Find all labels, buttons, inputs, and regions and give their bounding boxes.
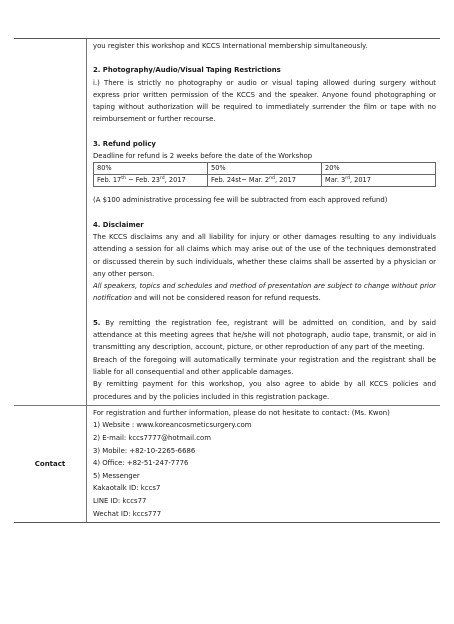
contact-label-cell — [14, 406, 87, 522]
contact-line-id: LINE ID: kccs77 — [93, 496, 147, 505]
registration-continuation: you register this workshop and KCCS International membership simultaneously. — [93, 42, 368, 50]
contact-mobile: 3) Mobile: +82-10-2265-6686 — [93, 446, 196, 455]
refund-deadline: Deadline for refund is 2 weeks before the date of the Workshop — [93, 152, 313, 161]
contact-messenger: 5) Messenger — [93, 471, 140, 480]
refund-percent-row — [94, 163, 436, 175]
refund-period-3: Mar. 3rd, 2017 — [322, 175, 436, 187]
remitting-text-1: By remitting the registration fee, registrant will be admitted on condition, and by said attendance at this meeting agrees that he/she will not photograph, audio tape, transmit, or aid in transmitting any description, account, picture, or other reproduction of any part of the meeting. — [93, 318, 436, 352]
policy-label-cell — [14, 39, 87, 405]
remitting-number: 5. — [93, 318, 101, 327]
contact-kakaotalk: Kakaotalk ID: kccs7 — [93, 484, 161, 493]
refund-fee-note: (A $100 administrative processing fee will be subtracted from each approved refund) — [93, 196, 388, 205]
remitting-para-2: Breach of the foregoing will automatically terminate your registration and the registrant shall be liable for all consequential and other applicable damages. — [93, 355, 436, 376]
contact-website[interactable]: 1) Website : www.koreancosmeticsurgery.com — [93, 421, 252, 430]
refund-period-row — [94, 175, 436, 187]
disclaimer-italic: All speakers, topics and schedules and method of presentation are subject to change without prior notification — [93, 282, 436, 303]
contact-content-cell — [87, 406, 440, 522]
remitting-para-3: By remitting payment for this workshop, you also agree to abide by all KCCS policies and procedures and by the policies included in this registration package. — [93, 380, 436, 401]
contact-office: 4) Office: +82-51-247-7776 — [93, 459, 189, 468]
contact-label: Contact — [34, 460, 66, 468]
disclaimer-heading: 4. Disclaimer — [93, 220, 144, 229]
refund-percent-3: 20% — [322, 163, 436, 175]
policy-row — [14, 39, 440, 405]
contact-wechat: Wechat ID: kccs777 — [93, 509, 162, 518]
photography-heading: 2. Photography/Audio/Visual Taping Restrictions — [93, 66, 281, 75]
contact-intro: For registration and further information, please do not hesitate to contact: (Ms. Kwon) — [93, 408, 390, 417]
disclaimer-body: The KCCS disclaims any and all liability for injury or other damages resulting to any individuals attending a session for all claims which may arise out of the use of the techniques demonstrated or discussed therein by such individuals, whether these claims shall be asserted by a physician or any other person. — [93, 232, 436, 278]
photography-body: i.) There is strictly no photography or audio or visual taping allowed during surgery without express prior written permission of the KCCS and the speaker. Anyone found photographing or taping without authorization will be required to immediately surrender the film or tape with no reimbursement or further recourse. — [93, 78, 436, 124]
refund-heading: 3. Refund policy — [93, 139, 156, 148]
refund-percent-2: 50% — [208, 163, 322, 175]
refund-percent-1: 80% — [94, 163, 208, 175]
policy-content-cell — [87, 39, 440, 405]
refund-period-1: Feb. 17th ~ Feb. 23rd, 2017 — [94, 175, 208, 187]
disclaimer-change-notice — [93, 280, 436, 305]
contact-row — [14, 405, 440, 522]
contact-email[interactable]: 2) E-mail: kccs7777@hotmail.com — [93, 434, 211, 443]
policy-table — [14, 38, 440, 523]
refund-period-2: Feb. 24st~ Mar. 2nd, 2017 — [208, 175, 322, 187]
disclaimer-normal: and will not be considered reason for refund requests. — [131, 294, 321, 303]
remitting-para-1 — [93, 317, 436, 354]
refund-table — [93, 162, 436, 187]
